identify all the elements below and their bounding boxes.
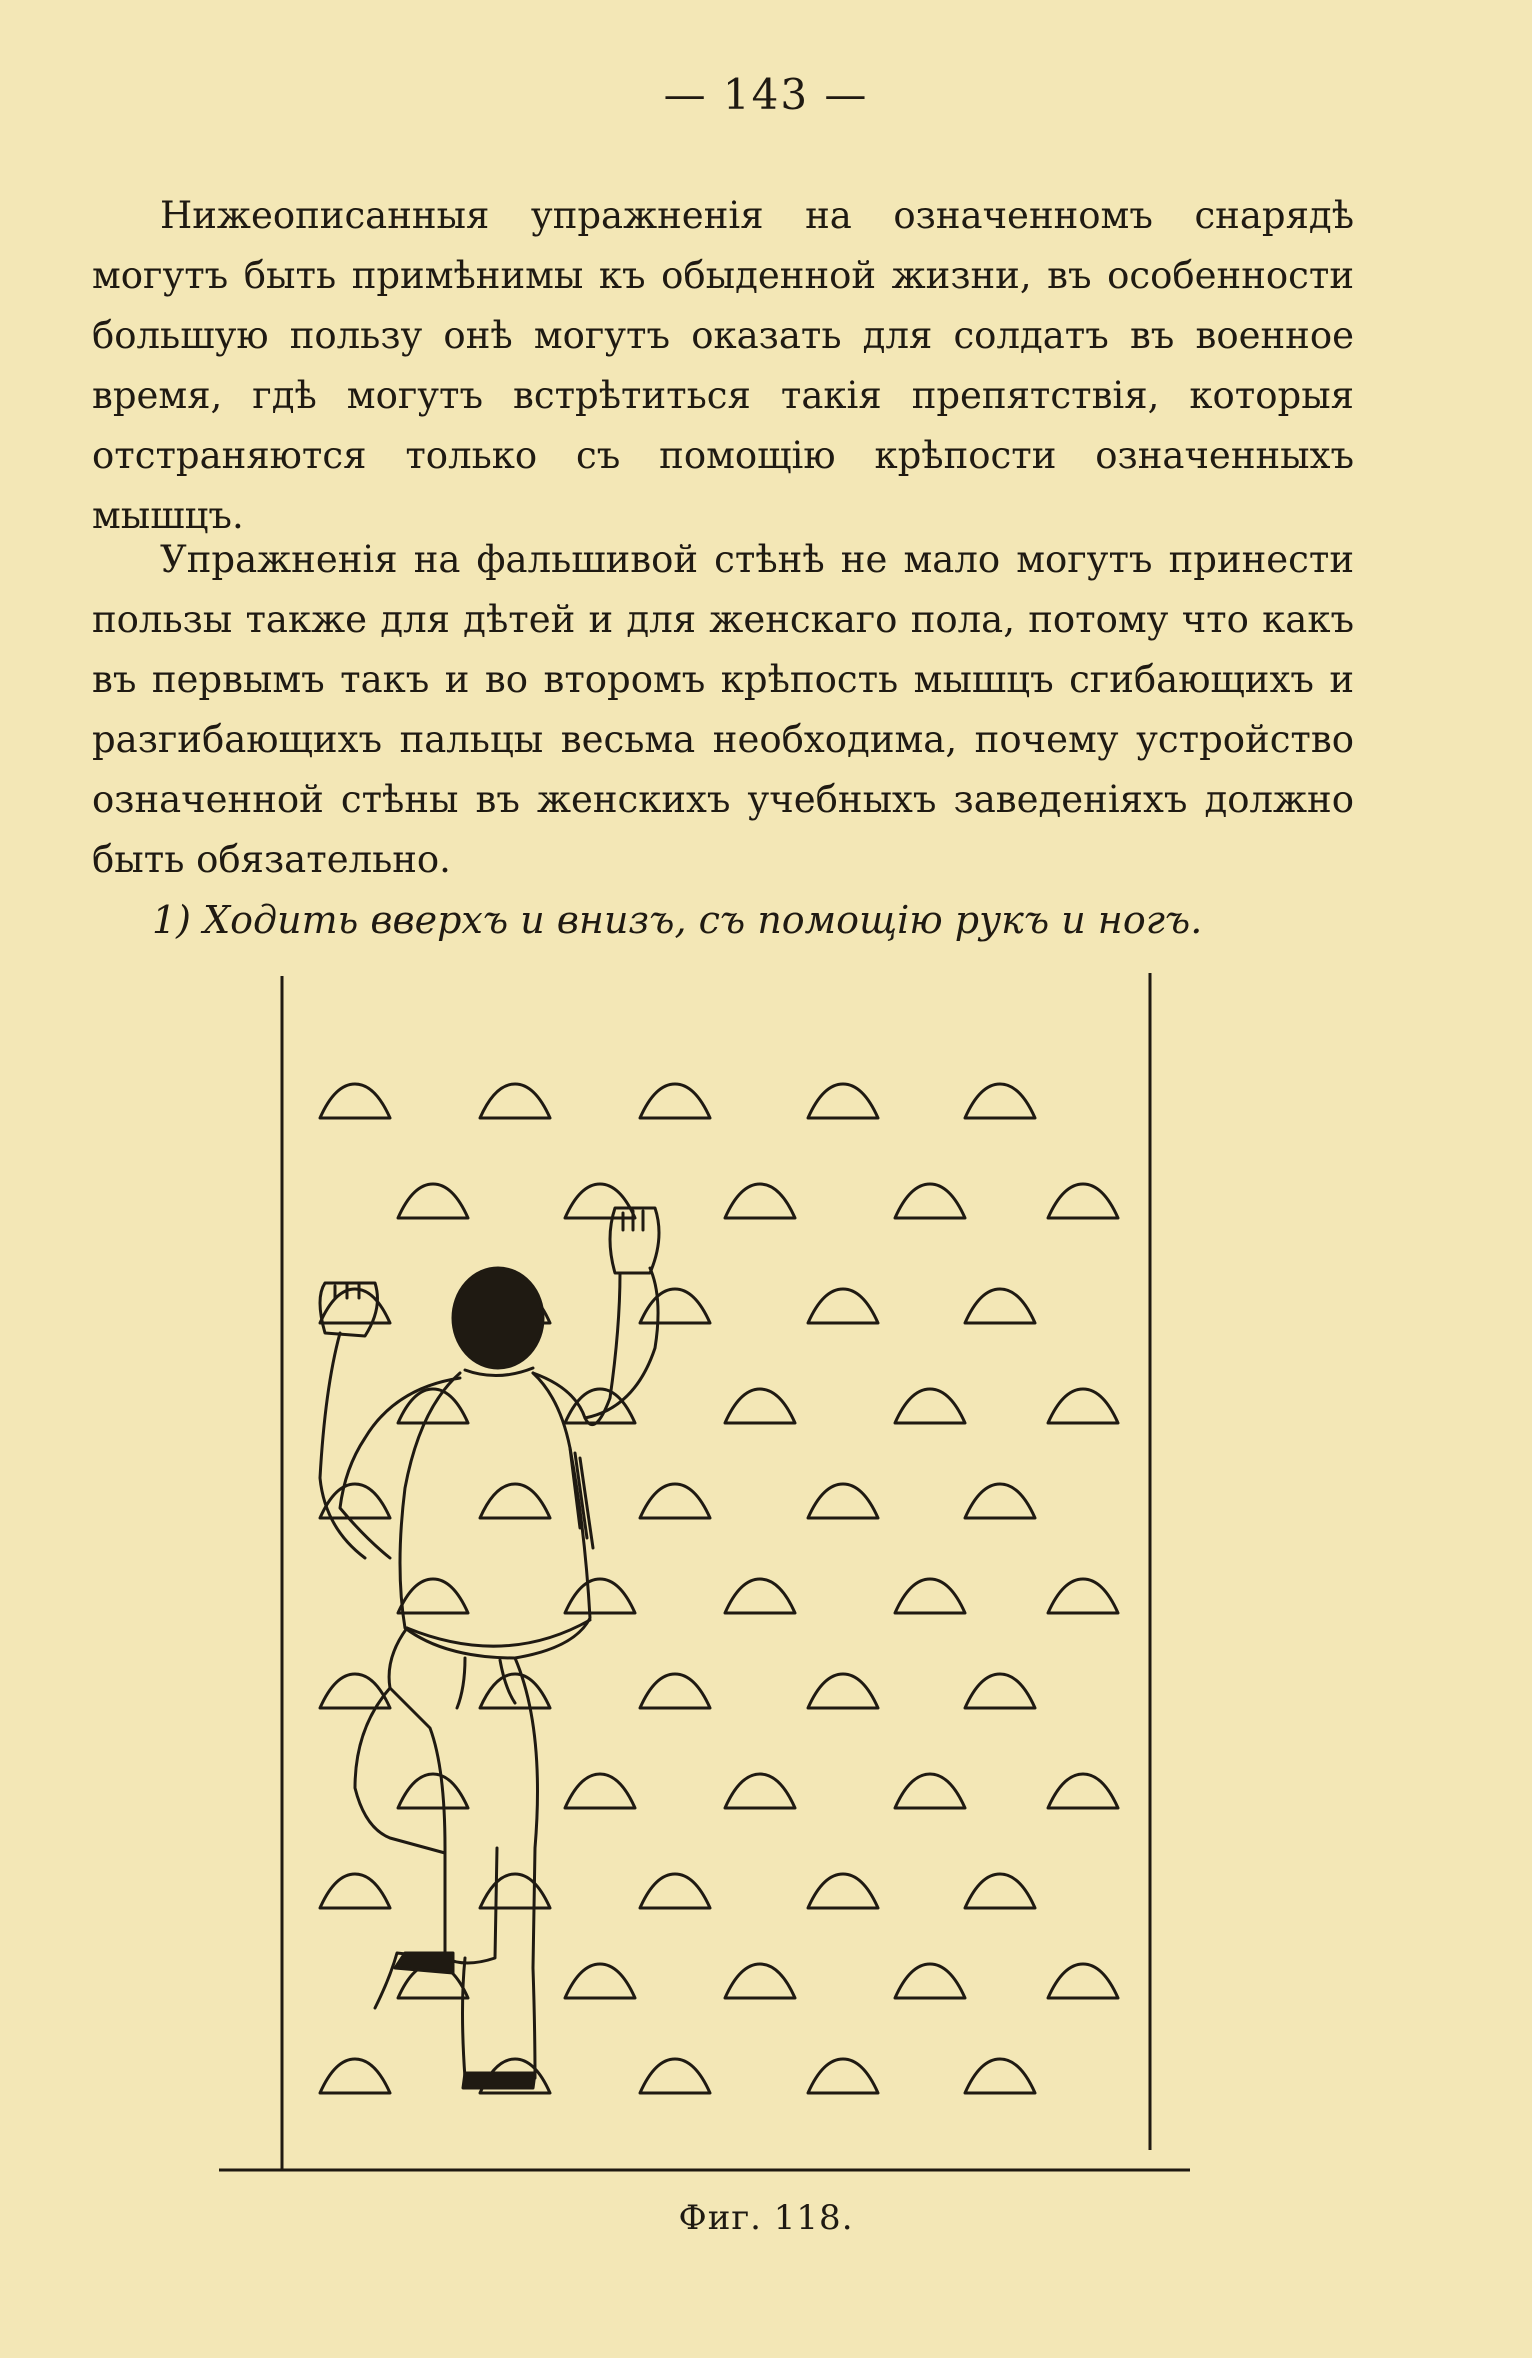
- wall-grip-hold: [565, 1964, 635, 1998]
- wall-grip-hold: [808, 1674, 878, 1708]
- wall-grip-hold: [640, 1674, 710, 1708]
- wall-grip-hold: [895, 1774, 965, 1808]
- wall-grip-hold: [480, 1874, 550, 1908]
- wall-grip-hold: [895, 1389, 965, 1423]
- wall-grip-hold: [1048, 1579, 1118, 1613]
- wall-grip-hold: [965, 1484, 1035, 1518]
- climbing-wall-figure: [215, 968, 1225, 2188]
- wall-grip-hold: [640, 1084, 710, 1118]
- figure-caption: Фиг. 118.: [678, 2198, 854, 2238]
- wall-grip-hold: [320, 1874, 390, 1908]
- wall-grip-hold: [725, 1774, 795, 1808]
- paragraph-text: Нижеописанныя упражненія на означенномъ снарядѣ могутъ быть примѣнимы къ обыденной жизни, въ особенности большую пользу онѣ могутъ оказать для солдатъ въ военное время, гдѣ могутъ встрѣтиться такія препятствія, которыя отстраняются только съ помощію крѣпости означенныхъ мышцъ.: [92, 194, 1354, 537]
- wall-grip-hold: [965, 1674, 1035, 1708]
- wall-grip-hold: [398, 1774, 468, 1808]
- wall-grip-hold: [640, 1484, 710, 1518]
- wall-grip-hold: [965, 1874, 1035, 1908]
- wall-grip-hold: [1048, 1774, 1118, 1808]
- wall-grip-hold: [640, 1289, 710, 1323]
- wall-grip-hold: [640, 2059, 710, 2093]
- wall-grip-hold: [640, 1874, 710, 1908]
- wall-grip-hold: [725, 1389, 795, 1423]
- wall-grip-hold: [1048, 1389, 1118, 1423]
- wall-grip-hold: [565, 1579, 635, 1613]
- wall-grip-hold: [895, 1964, 965, 1998]
- paragraph-text: Упражненія на фальшивой стѣнѣ не мало могутъ принести пользы также для дѣтей и для женскаго пола, потому что какъ въ первымъ такъ и во второмъ крѣпость мышцъ сгибающихъ и разгибающихъ пальцы весьма необходима, почему устройство означенной стѣны въ женскихъ учебныхъ заведеніяхъ должно быть обязательно.: [92, 538, 1354, 881]
- wall-grip-hold: [808, 2059, 878, 2093]
- wall-grip-hold: [965, 1084, 1035, 1118]
- wall-grip-hold: [480, 1484, 550, 1518]
- wall-grip-hold: [808, 1484, 878, 1518]
- wall-grip-hold: [320, 2059, 390, 2093]
- wall-grip-hold: [565, 1184, 635, 1218]
- paragraph-2: [92, 530, 1354, 890]
- wall-grip-hold: [1048, 1964, 1118, 1998]
- wall-grip-hold: [1048, 1184, 1118, 1218]
- paragraph-1: [92, 186, 1354, 546]
- wall-grip-hold: [808, 1874, 878, 1908]
- wall-grip-hold: [808, 1084, 878, 1118]
- wall-grip-hold: [808, 1289, 878, 1323]
- wall-grip-hold: [725, 1964, 795, 1998]
- exercise-heading: 1) Ходить вверхъ и внизъ, съ помощію рукъ и ногъ.: [152, 898, 1203, 942]
- wall-grip-hold: [725, 1579, 795, 1613]
- wall-grip-hold: [398, 1184, 468, 1218]
- wall-grip-hold: [965, 2059, 1035, 2093]
- page-number: — 143 —: [663, 70, 869, 119]
- wall-grip-hold: [320, 1484, 390, 1518]
- wall-grip-hold: [480, 1084, 550, 1118]
- wall-grip-hold: [320, 1084, 390, 1118]
- climber-head: [453, 1268, 543, 1368]
- wall-grip-hold: [565, 1774, 635, 1808]
- wall-grip-hold: [320, 1289, 390, 1323]
- wall-grip-hold: [965, 1289, 1035, 1323]
- climber-figure: [320, 1208, 659, 2088]
- wall-grip-hold: [725, 1184, 795, 1218]
- wall-grip-hold: [398, 1579, 468, 1613]
- wall-grip-hold: [895, 1184, 965, 1218]
- wall-grip-hold: [895, 1579, 965, 1613]
